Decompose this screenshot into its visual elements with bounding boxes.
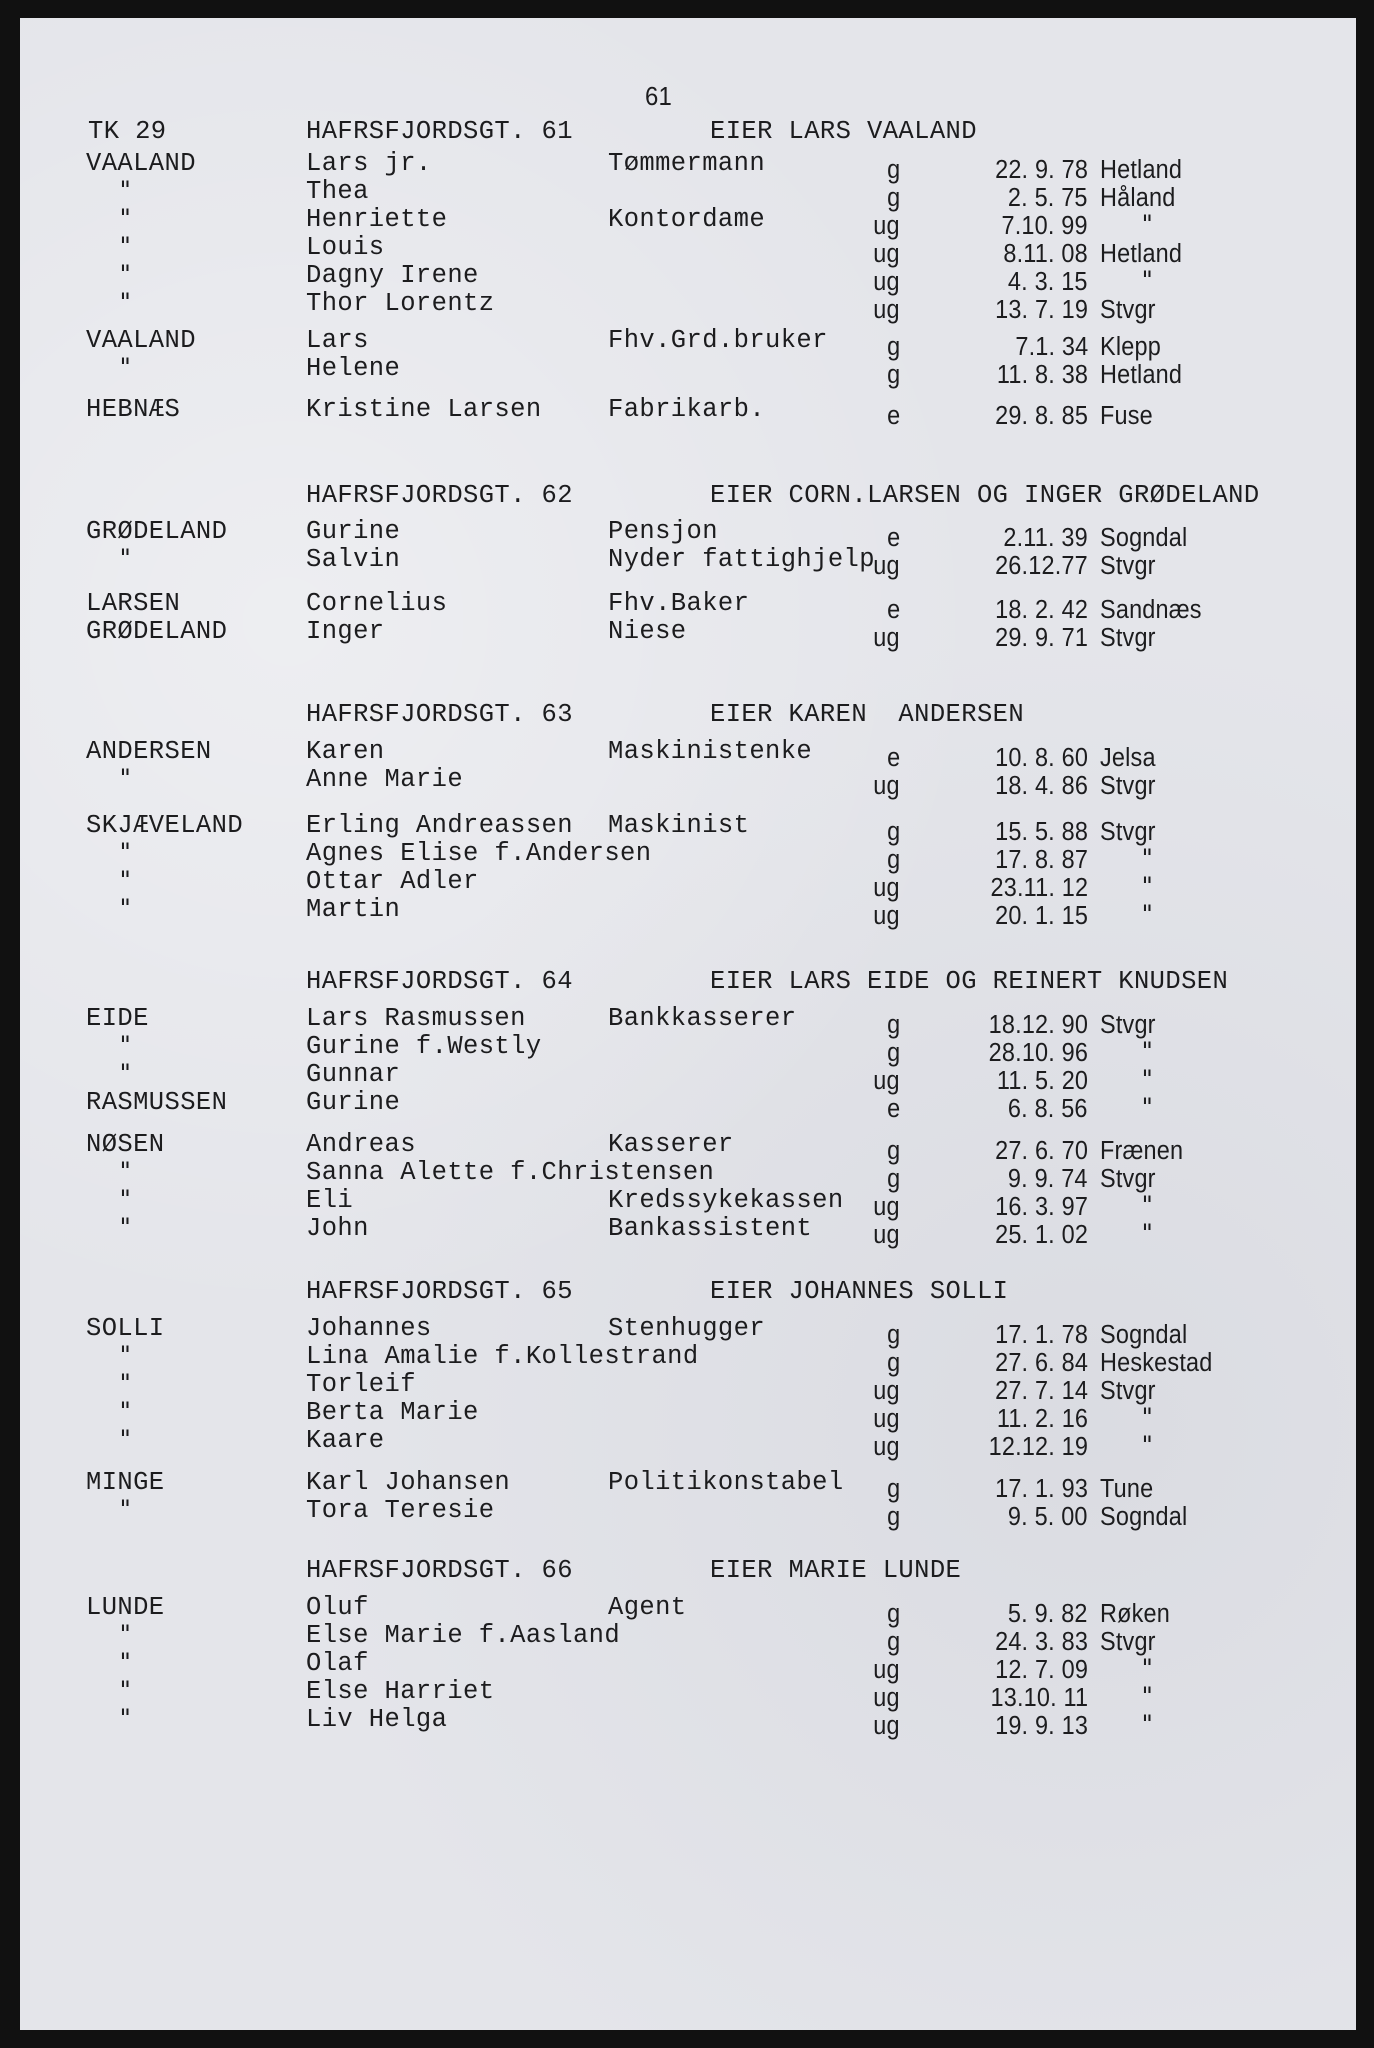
birth-date: 12.12. 19: [988, 1433, 1088, 1461]
occupation: Politikonstabel: [608, 1468, 844, 1497]
birth-date: 6. 8. 56: [1008, 1095, 1088, 1123]
marital-status: g: [886, 1349, 900, 1377]
ditto-mark: ": [118, 353, 133, 381]
surname: ANDERSEN: [86, 737, 212, 766]
given-name: Johannes: [306, 1314, 432, 1343]
marital-status: e: [886, 596, 900, 624]
marital-status: ug: [873, 1067, 900, 1095]
birth-place: Sandnæs: [1100, 596, 1202, 624]
birth-date: 28.10. 96: [988, 1039, 1088, 1067]
occupation: Kasserer: [608, 1130, 734, 1159]
surname: GRØDELAND: [86, 617, 228, 646]
marital-status: g: [886, 156, 900, 184]
ditto-mark: ": [118, 1676, 133, 1704]
ditto-mark: ": [118, 204, 133, 232]
marital-status: ug: [873, 1684, 900, 1712]
occupation: Stenhugger: [608, 1314, 766, 1343]
surname: EIDE: [86, 1004, 149, 1033]
given-name: Lars Rasmussen: [306, 1004, 526, 1033]
ditto-mark: ": [1140, 1065, 1155, 1093]
marital-status: ug: [873, 552, 900, 580]
birth-place: Sogndal: [1100, 524, 1188, 552]
ditto-mark: ": [118, 1031, 133, 1059]
given-name: Gunnar: [306, 1060, 401, 1089]
birth-date: 7.1. 34: [1014, 333, 1088, 361]
ditto-mark: ": [118, 1397, 133, 1425]
birth-date: 9. 9. 74: [1008, 1165, 1088, 1193]
marital-status: g: [886, 333, 900, 361]
ditto-mark: ": [1140, 1093, 1155, 1121]
given-name: Olaf: [306, 1649, 369, 1678]
marital-status: g: [886, 1628, 900, 1656]
address-heading: HAFRSFJORDSGT. 65: [306, 1277, 573, 1306]
surname: VAALAND: [86, 149, 196, 178]
birth-place: Stvgr: [1100, 818, 1156, 846]
occupation: Nyder fattighjelp: [608, 545, 875, 574]
birth-place: Stvgr: [1100, 1011, 1156, 1039]
given-name: Tora Teresie: [306, 1496, 495, 1525]
marital-status: ug: [873, 874, 900, 902]
given-name: Gurine: [306, 1088, 401, 1117]
surname: VAALAND: [86, 326, 196, 355]
birth-date: 13.10. 11: [990, 1684, 1088, 1712]
given-name: Inger: [306, 617, 385, 646]
ditto-mark: ": [1140, 1037, 1155, 1065]
tk-label: TK 29: [88, 117, 167, 146]
birth-place: Jelsa: [1100, 744, 1156, 772]
birth-date: 29. 9. 71: [995, 624, 1088, 652]
marital-status: g: [886, 1321, 900, 1349]
ditto-mark: ": [1140, 1654, 1155, 1682]
given-name: Kristine Larsen: [306, 395, 542, 424]
birth-date: 2.11. 39: [1003, 524, 1088, 552]
given-name: Else Harriet: [306, 1677, 495, 1706]
ditto-mark: ": [118, 1620, 133, 1648]
occupation: Tømmermann: [608, 149, 766, 178]
marital-status: ug: [873, 296, 900, 324]
given-name: Torleif: [306, 1370, 416, 1399]
given-name: Gurine: [306, 517, 401, 546]
birth-place: Stvgr: [1100, 296, 1156, 324]
birth-date: 10. 8. 60: [995, 744, 1088, 772]
birth-date: 17. 8. 87: [995, 846, 1088, 874]
given-name: Helene: [306, 354, 401, 383]
surname: LUNDE: [86, 1593, 165, 1622]
marital-status: e: [886, 524, 900, 552]
given-name: Karl Johansen: [306, 1468, 511, 1497]
marital-status: ug: [873, 268, 900, 296]
birth-date: 19. 9. 13: [995, 1712, 1088, 1740]
owner-heading: EIER KAREN ANDERSEN: [710, 700, 1025, 729]
given-name: Cornelius: [306, 589, 448, 618]
birth-place: Røken: [1100, 1600, 1171, 1628]
surname: MINGE: [86, 1468, 165, 1497]
owner-heading: EIER MARIE LUNDE: [710, 1556, 962, 1585]
given-name: John: [306, 1214, 369, 1243]
owner-heading: EIER LARS VAALAND: [710, 117, 977, 146]
marital-status: g: [886, 1503, 900, 1531]
ditto-mark: ": [1140, 1403, 1155, 1431]
birth-date: 11. 2. 16: [996, 1405, 1088, 1433]
birth-place: Frænen: [1100, 1137, 1184, 1165]
birth-date: 20. 1. 15: [995, 902, 1088, 930]
marital-status: ug: [873, 1193, 900, 1221]
given-name: Andreas: [306, 1130, 416, 1159]
occupation: Bankkasserer: [608, 1004, 797, 1033]
ditto-mark: ": [1140, 900, 1155, 928]
birth-date: 4. 3. 15: [1008, 268, 1088, 296]
marital-status: ug: [873, 240, 900, 268]
page-number: 61: [645, 81, 672, 111]
surname: HEBNÆS: [86, 395, 181, 424]
birth-date: 25. 1. 02: [995, 1221, 1088, 1249]
birth-date: 5. 9. 82: [1008, 1600, 1088, 1628]
ditto-mark: ": [118, 1704, 133, 1732]
birth-place: Klepp: [1100, 333, 1161, 361]
given-name: Lina Amalie f.Kollestrand: [306, 1342, 699, 1371]
birth-date: 27. 6. 84: [995, 1349, 1088, 1377]
given-name: Dagny Irene: [306, 261, 479, 290]
birth-place: Sogndal: [1100, 1321, 1188, 1349]
ditto-mark: ": [118, 838, 133, 866]
ditto-mark: ": [118, 894, 133, 922]
ditto-mark: ": [1140, 1682, 1155, 1710]
birth-date: 29. 8. 85: [995, 402, 1088, 430]
owner-heading: EIER CORN.LARSEN OG INGER GRØDELAND: [710, 481, 1260, 510]
birth-place: Stvgr: [1100, 624, 1156, 652]
birth-place: Fuse: [1100, 402, 1153, 430]
marital-status: ug: [873, 772, 900, 800]
marital-status: ug: [873, 902, 900, 930]
given-name: Salvin: [306, 545, 401, 574]
given-name: Lars jr.: [306, 149, 432, 178]
marital-status: ug: [873, 1712, 900, 1740]
ditto-mark: ": [118, 1425, 133, 1453]
ditto-mark: ": [1140, 1219, 1155, 1247]
given-name: Sanna Alette f.Christensen: [306, 1158, 715, 1187]
birth-date: 11. 8. 38: [996, 361, 1088, 389]
surname: SKJÆVELAND: [86, 811, 244, 840]
ditto-mark: ": [118, 1341, 133, 1369]
ditto-mark: ": [118, 232, 133, 260]
marital-status: ug: [873, 1221, 900, 1249]
ditto-mark: ": [118, 764, 133, 792]
given-name: Agnes Elise f.Andersen: [306, 839, 652, 868]
birth-place: Stvgr: [1100, 1377, 1156, 1405]
ditto-mark: ": [1140, 1191, 1155, 1219]
birth-place: Stvgr: [1100, 772, 1156, 800]
ditto-mark: ": [1140, 1431, 1155, 1459]
ditto-mark: ": [118, 288, 133, 316]
birth-place: Stvgr: [1100, 552, 1156, 580]
given-name: Anne Marie: [306, 765, 464, 794]
marital-status: ug: [873, 1656, 900, 1684]
birth-date: 2. 5. 75: [1008, 184, 1088, 212]
given-name: Lars: [306, 326, 369, 355]
ditto-mark: ": [118, 866, 133, 894]
birth-date: 23.11. 12: [990, 874, 1088, 902]
given-name: Oluf: [306, 1593, 369, 1622]
ditto-mark: ": [118, 1185, 133, 1213]
marital-status: g: [886, 361, 900, 389]
marital-status: g: [886, 184, 900, 212]
surname: RASMUSSEN: [86, 1088, 228, 1117]
given-name: Berta Marie: [306, 1398, 479, 1427]
given-name: Karen: [306, 737, 385, 766]
birth-date: 17. 1. 78: [995, 1321, 1088, 1349]
birth-date: 9. 5. 00: [1008, 1503, 1088, 1531]
birth-place: Håland: [1100, 184, 1176, 212]
marital-status: g: [886, 1011, 900, 1039]
occupation: Fhv.Baker: [608, 589, 750, 618]
marital-status: g: [886, 1039, 900, 1067]
occupation: Fabrikarb.: [608, 395, 766, 424]
ditto-mark: ": [1140, 844, 1155, 872]
occupation: Maskinist: [608, 811, 750, 840]
birth-date: 26.12.77: [995, 552, 1088, 580]
surname: GRØDELAND: [86, 517, 228, 546]
birth-place: Sogndal: [1100, 1503, 1188, 1531]
occupation: Kontordame: [608, 205, 766, 234]
marital-status: e: [886, 744, 900, 772]
birth-date: 24. 3. 83: [995, 1628, 1088, 1656]
ditto-mark: ": [118, 1648, 133, 1676]
occupation: Bankassistent: [608, 1214, 813, 1243]
given-name: Ottar Adler: [306, 867, 479, 896]
birth-date: 22. 9. 78: [995, 156, 1088, 184]
given-name: Thor Lorentz: [306, 289, 495, 318]
birth-place: Tune: [1100, 1475, 1154, 1503]
occupation: Kredssykekassen: [608, 1186, 844, 1215]
given-name: Martin: [306, 895, 401, 924]
surname: LARSEN: [86, 589, 181, 618]
occupation: Pensjon: [608, 517, 718, 546]
ditto-mark: ": [118, 260, 133, 288]
marital-status: g: [886, 1137, 900, 1165]
occupation: Fhv.Grd.bruker: [608, 326, 828, 355]
given-name: Gurine f.Westly: [306, 1032, 542, 1061]
given-name: Liv Helga: [306, 1705, 448, 1734]
marital-status: g: [886, 1600, 900, 1628]
marital-status: ug: [873, 1377, 900, 1405]
birth-date: 27. 6. 70: [995, 1137, 1088, 1165]
marital-status: e: [886, 402, 900, 430]
ditto-mark: ": [1140, 210, 1155, 238]
birth-date: 7.10. 99: [1001, 212, 1088, 240]
address-heading: HAFRSFJORDSGT. 61: [306, 117, 573, 146]
birth-date: 12. 7. 09: [995, 1656, 1088, 1684]
marital-status: g: [886, 1475, 900, 1503]
ditto-mark: ": [1140, 872, 1155, 900]
marital-status: ug: [873, 1405, 900, 1433]
birth-date: 15. 5. 88: [995, 818, 1088, 846]
birth-date: 17. 1. 93: [995, 1475, 1088, 1503]
marital-status: e: [886, 1095, 900, 1123]
marital-status: ug: [873, 1433, 900, 1461]
marital-status: g: [886, 1165, 900, 1193]
birth-date: 16. 3. 97: [995, 1193, 1088, 1221]
birth-date: 13. 7. 19: [995, 296, 1088, 324]
ditto-mark: ": [118, 176, 133, 204]
birth-place: Hetland: [1100, 240, 1183, 268]
given-name: Thea: [306, 177, 369, 206]
birth-date: 18. 2. 42: [995, 596, 1088, 624]
given-name: Henriette: [306, 205, 448, 234]
birth-place: Hetland: [1100, 156, 1183, 184]
given-name: Erling Andreassen: [306, 811, 573, 840]
address-heading: HAFRSFJORDSGT. 66: [306, 1556, 573, 1585]
ditto-mark: ": [1140, 1710, 1155, 1738]
birth-place: Hetland: [1100, 361, 1183, 389]
birth-date: 11. 5. 20: [996, 1067, 1088, 1095]
marital-status: ug: [873, 212, 900, 240]
marital-status: g: [886, 818, 900, 846]
birth-date: 18.12. 90: [988, 1011, 1088, 1039]
occupation: Niese: [608, 617, 687, 646]
surname: NØSEN: [86, 1130, 165, 1159]
occupation: Maskinistenke: [608, 737, 813, 766]
given-name: Louis: [306, 233, 385, 262]
owner-heading: EIER LARS EIDE OG REINERT KNUDSEN: [710, 967, 1229, 996]
ditto-mark: ": [118, 1157, 133, 1185]
birth-place: Stvgr: [1100, 1628, 1156, 1656]
given-name: Eli: [306, 1186, 354, 1215]
surname: SOLLI: [86, 1314, 165, 1343]
ditto-mark: ": [1140, 266, 1155, 294]
ditto-mark: ": [118, 1213, 133, 1241]
birth-date: 27. 7. 14: [995, 1377, 1088, 1405]
ditto-mark: ": [118, 1495, 133, 1523]
ditto-mark: ": [118, 544, 133, 572]
ditto-mark: ": [118, 1369, 133, 1397]
given-name: Kaare: [306, 1426, 385, 1455]
address-heading: HAFRSFJORDSGT. 62: [306, 481, 573, 510]
owner-heading: EIER JOHANNES SOLLI: [710, 1277, 1009, 1306]
birth-place: Stvgr: [1100, 1165, 1156, 1193]
birth-place: Heskestad: [1100, 1349, 1213, 1377]
given-name: Else Marie f.Aasland: [306, 1621, 621, 1650]
document-page: [20, 18, 1356, 2030]
marital-status: g: [886, 846, 900, 874]
ditto-mark: ": [118, 1059, 133, 1087]
birth-date: 18. 4. 86: [995, 772, 1088, 800]
occupation: Agent: [608, 1593, 687, 1622]
address-heading: HAFRSFJORDSGT. 64: [306, 967, 573, 996]
address-heading: HAFRSFJORDSGT. 63: [306, 700, 573, 729]
marital-status: ug: [873, 624, 900, 652]
birth-date: 8.11. 08: [1003, 240, 1088, 268]
